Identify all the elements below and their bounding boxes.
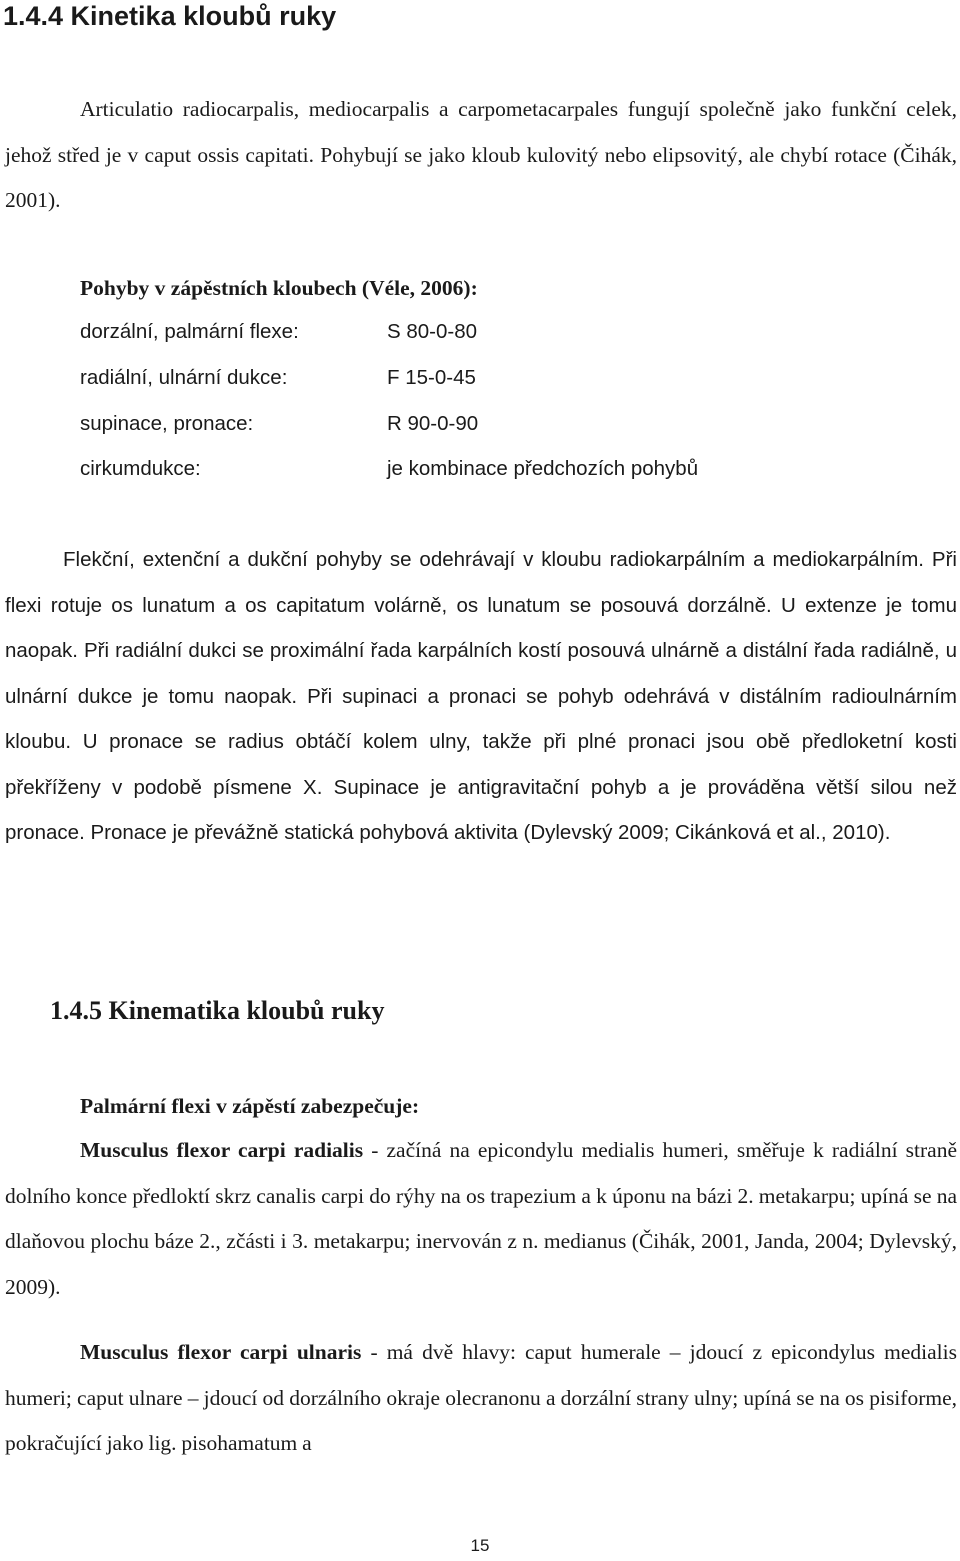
muscle-name-radialis: Musculus flexor carpi radialis <box>80 1138 364 1162</box>
movement-label: cirkumdukce: <box>80 457 201 480</box>
muscle-name-ulnaris: Musculus flexor carpi ulnaris <box>80 1340 362 1364</box>
movement-label: dorzální, palmární flexe: <box>80 320 299 343</box>
movement-row <box>80 412 900 442</box>
movement-row <box>80 457 900 487</box>
movement-value: R 90-0-90 <box>387 412 479 435</box>
palmar-flexion-subheading: Palmární flexi v zápěstí zabezpečuje: <box>80 1094 420 1118</box>
movement-value: S 80-0-80 <box>387 320 478 343</box>
movement-label: radiální, ulnární dukce: <box>80 366 288 389</box>
movement-value: je kombinace předchozích pohybů <box>387 457 699 480</box>
muscle-paragraph-ulnaris <box>5 1330 957 1467</box>
intro-paragraph <box>5 87 957 224</box>
body-paragraph <box>5 537 957 856</box>
page-number: 15 <box>470 1536 490 1555</box>
muscle-text-radialis: - začíná na epicondylu medialis humeri, směřuje k radiální straně dolního konce předloktí skrz canalis carpi do rýhy na os trapezium a k úponu na bázi 2. metakarpu; upíná se na dlaňovou plochu báze 2., zčásti i 3. metakarpu; inervován z n. medianus (Čihák, 2001, Janda, 2004; Dylevský, 2009). <box>5 1138 957 1299</box>
body-text: Flekční, extenční a dukční pohyby se odehrávají v kloubu radiokarpálním a mediokarpálním. Při flexi rotuje os lunatum a os capitatum volárně, os lunatum se posouvá dorzálně. U extenze je tomu naopak. Při radiální dukci se proximální řada karpálních kostí posouvá ulnárně a distální řada radiálně, u ulnární dukce je tomu naopak. Při supinaci a pronaci se pohyb odehrává v distálním radioulnárním kloubu. U pronace se radius obtáčí kolem ulny, takže při plné pronaci jsou obě předloketní kosti překříženy v podobě písmene X. Supinace je antigravitační pohyb a je prováděna větší silou než pronace. Pronace je převážně statická pohybová aktivita (Dylevský 2009; Cikánková et al., 2010). <box>5 548 957 844</box>
muscle-text-ulnaris: - má dvě hlavy: caput humerale – jdoucí z epicondylus medialis humeri; caput ulnare – jdoucí od dorzálního okraje olecranonu a dorzální strany ulny; upíná se na os pisiforme, pokračující jako lig. pisohamatum a <box>5 1340 957 1455</box>
muscle-paragraph-radialis <box>5 1128 957 1310</box>
movement-row <box>80 366 900 396</box>
movements-title: Pohyby v zápěstních kloubech (Véle, 2006): <box>80 276 478 300</box>
movement-row <box>80 320 900 350</box>
movement-label: supinace, pronace: <box>80 412 254 435</box>
section-heading-kinematika: 1.4.5 Kinematika kloubů ruky <box>50 996 385 1025</box>
movement-value: F 15-0-45 <box>387 366 476 389</box>
intro-text: Articulatio radiocarpalis, mediocarpalis a carpometacarpales fungují společně jako funkční celek, jehož střed je v caput ossis capitati. Pohybují se jako kloub kulovitý nebo elipsovitý, ale chybí rotace (Čihák, 2001). <box>5 97 957 212</box>
section-heading-kinetika: 1.4.4 Kinetika kloubů ruky <box>3 1 337 31</box>
